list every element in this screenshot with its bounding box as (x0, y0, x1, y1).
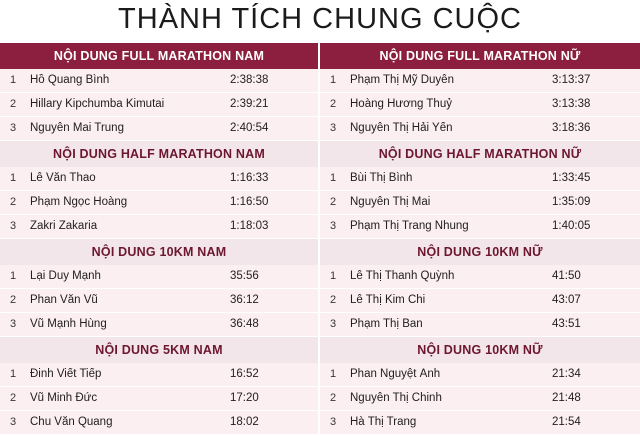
row-athlete-name: Hồ Quang Bình (30, 74, 110, 87)
row-finish-time: 3:18:36 (552, 122, 591, 135)
row-athlete-name: Lê Văn Thao (30, 172, 96, 185)
row-rank: 1 (10, 368, 17, 381)
row-rank: 3 (330, 416, 337, 429)
row-athlete-name: Nguyễn Mai Trung (30, 122, 124, 135)
row-finish-time: 3:13:38 (552, 98, 591, 111)
row-athlete-name: Zakri Zakaria (30, 220, 98, 233)
row-athlete-name: Hillary Kipchumba Kimutai (30, 98, 165, 111)
row-athlete-name: Lại Duy Mạnh (30, 270, 101, 283)
row-finish-time: 1:35:09 (552, 196, 591, 209)
section-rows-5km-nam (0, 363, 318, 435)
page-title: THÀNH TÍCH CHUNG CUỘC (118, 3, 522, 35)
row-athlete-name: Nguyễn Thị Mai (350, 196, 431, 209)
table-row (0, 69, 318, 93)
section-heading-10km-nam: NỘI DUNG 10KM NAM (0, 239, 318, 265)
row-athlete-name: Bùi Thị Bình (350, 172, 413, 185)
row-rank: 2 (330, 98, 337, 111)
table-row (320, 289, 640, 313)
row-rank: 1 (10, 172, 17, 185)
row-rank: 2 (10, 392, 17, 405)
table-row (0, 387, 318, 411)
table-row (0, 191, 318, 215)
row-finish-time: 36:12 (230, 294, 259, 307)
table-row (320, 411, 640, 435)
row-rank: 3 (10, 416, 17, 429)
results-columns (0, 42, 640, 435)
row-rank: 1 (330, 74, 337, 87)
row-finish-time: 17:20 (230, 392, 259, 405)
row-rank: 1 (10, 270, 17, 283)
row-rank: 1 (10, 74, 17, 87)
row-rank: 3 (330, 318, 337, 331)
section-rows-half-marathon-nam (0, 167, 318, 239)
row-athlete-name: Phạm Thị Trang Nhung (350, 220, 469, 233)
table-row (320, 93, 640, 117)
table-row (0, 289, 318, 313)
row-finish-time: 1:33:45 (552, 172, 591, 185)
table-row (0, 265, 318, 289)
table-row (0, 411, 318, 435)
row-athlete-name: Phạm Thị Mỹ Duyên (350, 74, 454, 87)
table-row (320, 265, 640, 289)
row-athlete-name: Vũ Mạnh Hùng (30, 318, 107, 331)
table-row (320, 191, 640, 215)
section-heading-5km-nu: NỘI DUNG 10KM NỮ (320, 337, 640, 363)
row-athlete-name: Nguyễn Thị Hải Yến (350, 122, 453, 135)
row-athlete-name: Chu Văn Quang (30, 416, 113, 429)
row-rank: 2 (10, 196, 17, 209)
table-row (320, 117, 640, 141)
row-finish-time: 1:16:33 (230, 172, 269, 185)
row-rank: 3 (330, 122, 337, 135)
row-finish-time: 36:48 (230, 318, 259, 331)
section-rows-10km-nam (0, 265, 318, 337)
row-finish-time: 21:54 (552, 416, 581, 429)
section-rows-5km-nu (320, 363, 640, 435)
table-row (320, 387, 640, 411)
row-rank: 3 (10, 122, 17, 135)
row-finish-time: 1:16:50 (230, 196, 269, 209)
section-heading-half-marathon-nu: NỘI DUNG HALF MARATHON NỮ (320, 141, 640, 167)
section-rows-half-marathon-nu (320, 167, 640, 239)
table-row (320, 363, 640, 387)
row-rank: 2 (10, 98, 17, 111)
row-athlete-name: Lê Thị Thanh Quỳnh (350, 270, 455, 283)
row-athlete-name: Phan Nguyệt Ánh (350, 368, 441, 381)
table-row (0, 117, 318, 141)
table-row (320, 215, 640, 239)
row-finish-time: 21:34 (552, 368, 581, 381)
row-rank: 1 (330, 368, 337, 381)
table-row (320, 313, 640, 337)
table-row (0, 167, 318, 191)
section-rows-full-marathon-nam (0, 69, 318, 141)
row-finish-time: 35:56 (230, 270, 259, 283)
section-heading-half-marathon-nam: NỘI DUNG HALF MARATHON NAM (0, 141, 318, 167)
row-athlete-name: Vũ Minh Đức (30, 392, 98, 405)
row-finish-time: 18:02 (230, 416, 259, 429)
row-athlete-name: Phạm Ngọc Hoàng (30, 196, 128, 209)
row-rank: 2 (330, 196, 337, 209)
row-rank: 2 (330, 294, 337, 307)
row-rank: 2 (10, 294, 17, 307)
table-row (0, 363, 318, 387)
section-heading-10km-nu: NỘI DUNG 10KM NỮ (320, 239, 640, 265)
row-finish-time: 1:18:03 (230, 220, 269, 233)
row-athlete-name: Hoàng Hương Thuỷ (350, 98, 452, 111)
table-row (0, 215, 318, 239)
row-rank: 2 (330, 392, 337, 405)
row-finish-time: 16:52 (230, 368, 259, 381)
row-athlete-name: Hà Thị Trang (350, 416, 417, 429)
row-rank: 1 (330, 270, 337, 283)
row-athlete-name: Phạm Thị Ban (350, 318, 423, 331)
table-row (0, 93, 318, 117)
section-heading-full-marathon-nu: NỘI DUNG FULL MARATHON NỮ (320, 43, 640, 69)
row-athlete-name: Phan Văn Vũ (30, 294, 98, 307)
row-finish-time: 1:40:05 (552, 220, 591, 233)
row-rank: 1 (330, 172, 337, 185)
row-athlete-name: Đinh Viết Tiếp (30, 368, 102, 381)
row-finish-time: 43:51 (552, 318, 581, 331)
row-finish-time: 41:50 (552, 270, 581, 283)
table-row (320, 69, 640, 93)
section-rows-10km-nu (320, 265, 640, 337)
row-rank: 3 (10, 220, 17, 233)
table-row (0, 313, 318, 337)
row-finish-time: 2:39:21 (230, 98, 269, 111)
row-finish-time: 43:07 (552, 294, 581, 307)
row-finish-time: 21:48 (552, 392, 581, 405)
row-finish-time: 3:13:37 (552, 74, 591, 87)
row-rank: 3 (10, 318, 17, 331)
row-athlete-name: Lê Thị Kim Chi (350, 294, 426, 307)
row-finish-time: 2:40:54 (230, 122, 269, 135)
column-right (320, 43, 640, 435)
section-heading-5km-nam: NỘI DUNG 5KM NAM (0, 337, 318, 363)
section-heading-full-marathon-nam: NỘI DUNG FULL MARATHON NAM (0, 43, 318, 69)
section-rows-full-marathon-nu (320, 69, 640, 141)
row-finish-time: 2:38:38 (230, 74, 269, 87)
column-left (0, 43, 320, 435)
row-athlete-name: Nguyễn Thị Chinh (350, 392, 442, 405)
table-row (320, 167, 640, 191)
row-rank: 3 (330, 220, 337, 233)
